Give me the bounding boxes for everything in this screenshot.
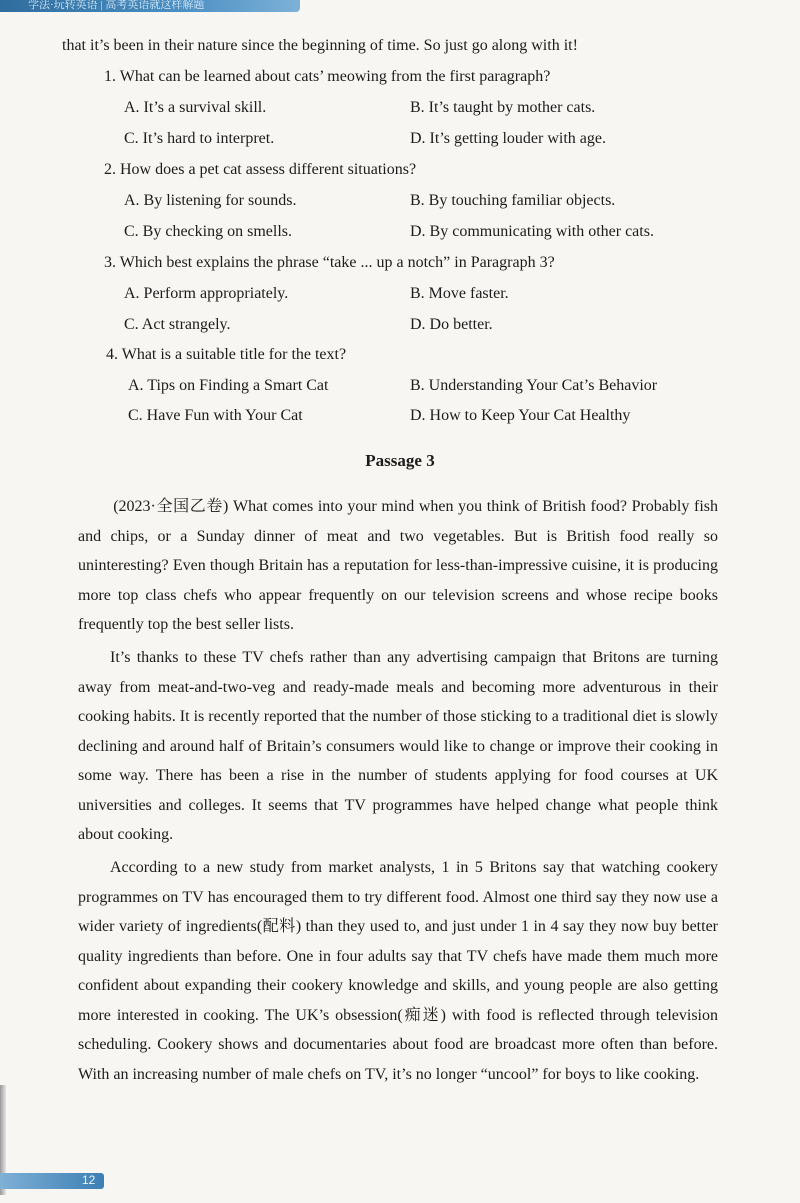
page-number: 12 <box>82 1173 96 1187</box>
paragraph-1: (2023·全国乙卷) What comes into your mind when you think of British food? Probably fish and chips, or a Sunday dinner of meat and two vegetables. But is British food really so uninteresting? Even though Britain has a reputation for less-than-impressive cuisine, it is producing more top class chefs who appear frequently on our television screens and whose recipe books frequently top the best seller lists. <box>78 498 718 633</box>
option: B. It’s taught by mother cats. <box>410 99 596 116</box>
option: A. By listening for sounds. <box>124 192 297 209</box>
question-stem: 3. Which best explains the phrase “take ... up a notch” in Paragraph 3? <box>104 254 555 271</box>
option: C. By checking on smells. <box>124 223 292 240</box>
option: D. Do better. <box>410 316 493 333</box>
header-text: 学法·玩转英语 | 高考英语就这样解题 <box>28 0 205 11</box>
option: C. Act strangely. <box>124 316 231 333</box>
intro-line: that it’s been in their nature since the beginning of time. So just go along with it! <box>62 37 578 54</box>
option: D. By communicating with other cats. <box>410 223 654 240</box>
option: A. Tips on Finding a Smart Cat <box>128 377 329 394</box>
question-stem: 1. What can be learned about cats’ meowing from the first paragraph? <box>104 68 551 85</box>
passage-title: Passage 3 <box>365 451 435 470</box>
option: B. By touching familiar objects. <box>410 192 616 209</box>
paragraph-3: According to a new study from market analysts, 1 in 5 Britons say that watching cookery programmes on TV has encouraged them to try different food. Almost one third say they now use a wider variety of ingredients(配料) than they used to, and just under 1 in 4 say they now buy better quality ingredients than before. One in four adults say that TV chefs have made them much more confident about expanding their cookery knowledge and skills, and young people are also getting more interested in cooking. The UK’s obsession(痴迷) with food is reflected through television scheduling. Cookery shows and documentaries about food are broadcast more often than before. With an increasing number of male chefs on TV, it’s no longer “uncool” for boys to like cooking. <box>78 859 718 1083</box>
option: A. It’s a survival skill. <box>124 99 267 116</box>
option: D. It’s getting louder with age. <box>410 130 606 147</box>
option: B. Understanding Your Cat’s Behavior <box>410 377 658 394</box>
option: C. Have Fun with Your Cat <box>128 407 303 424</box>
option: A. Perform appropriately. <box>124 285 289 302</box>
option: D. How to Keep Your Cat Healthy <box>410 407 631 424</box>
header-bar <box>0 0 300 12</box>
paragraph-2: It’s thanks to these TV chefs rather than any advertising campaign that Britons are turning away from meat-and-two-veg and ready-made meals and becoming more adventurous in their cooking habits. It is recently reported that the number of those sticking to a traditional diet is slowly declining and around half of Britain’s consumers would like to change or improve their cooking in some way. There has been a rise in the number of students applying for food courses at UK universities and colleges. It seems that TV programmes have helped change what people think about cooking. <box>78 649 718 843</box>
question-stem: 2. How does a pet cat assess different situations? <box>104 161 417 178</box>
option: C. It’s hard to interpret. <box>124 130 275 147</box>
question-stem: 4. What is a suitable title for the text? <box>106 346 347 363</box>
option: B. Move faster. <box>410 285 509 302</box>
